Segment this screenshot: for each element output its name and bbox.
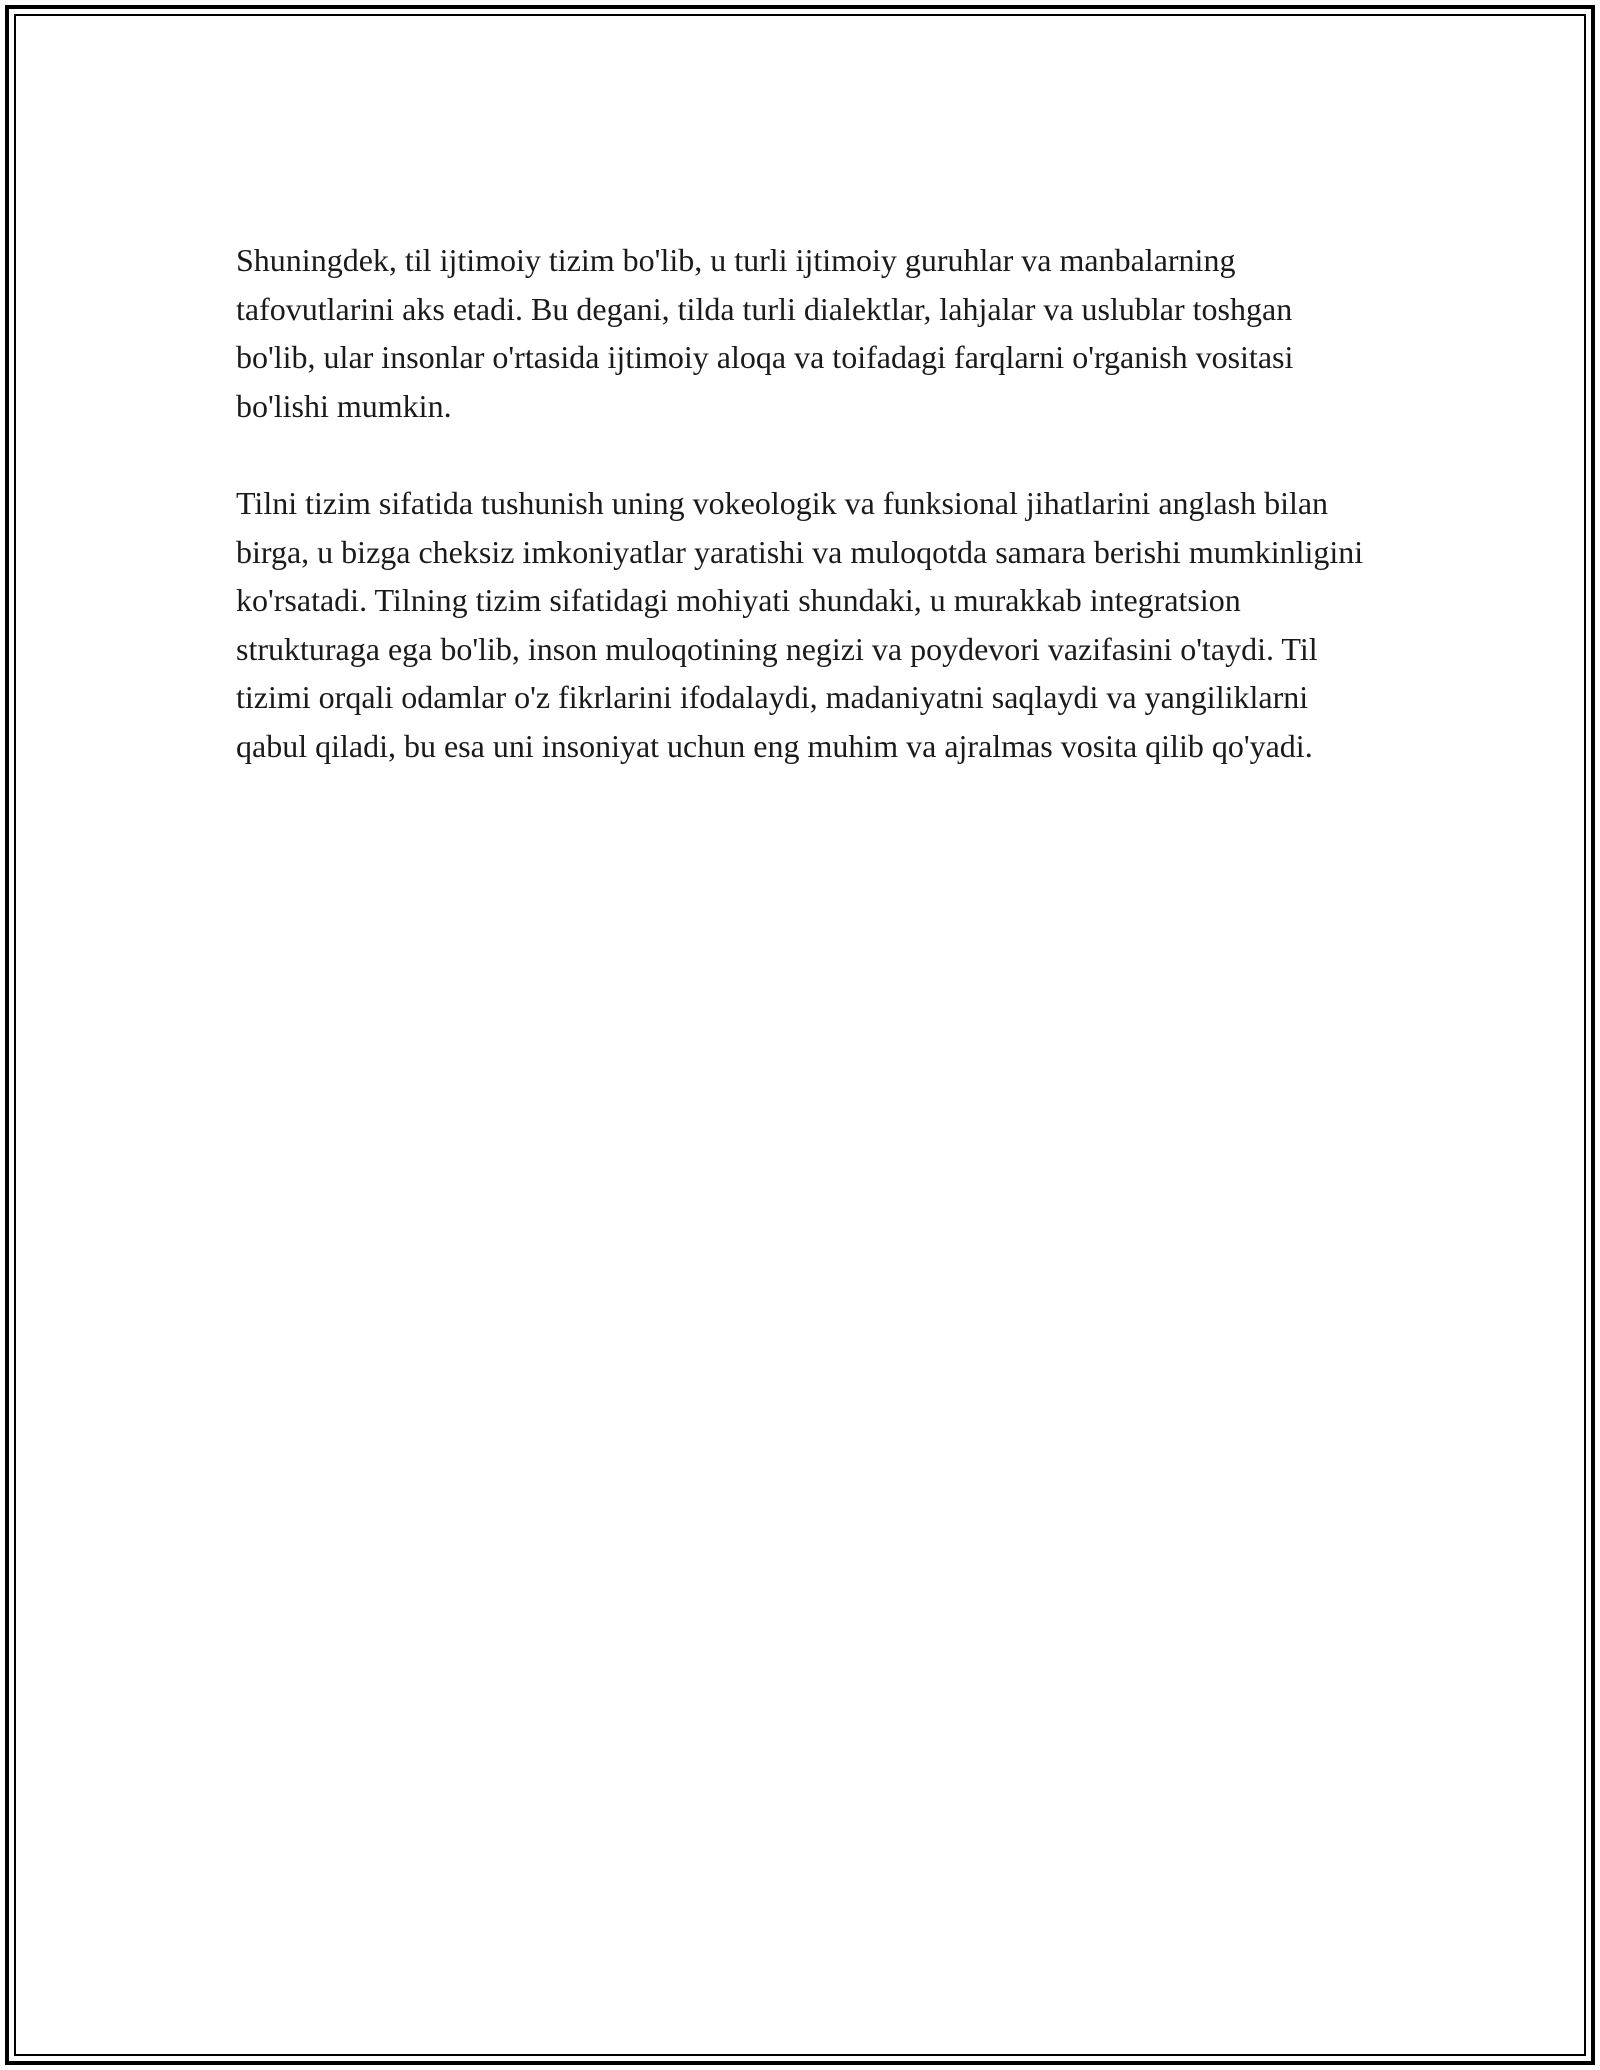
paragraph-1: Shuningdek, til ijtimoiy tizim bo'lib, u turli ijtimoiy guruhlar va manbalarning tafovutlarini aks etadi. Bu degani, tilda turli dialektlar, lahjalar va uslublar toshgan bo'lib, ular insonlar o'rtasida ijtimoiy aloqa va toifadagi farqlarni o'rganish vositasi bo'lishi mumkin. <box>236 242 1294 424</box>
document-body <box>236 236 1371 819</box>
paragraph-2: Tilni tizim sifatida tushunish uning vokeologik va funksional jihatlarini anglash bilan birga, u bizga cheksiz imkoniyatlar yaratishi va muloqotda samara berishi mumkinligini ko'rsatadi. Tilning tizim sifatidagi mohiyati shundaki, u murakkab integratsion strukturaga ega bo'lib, inson muloqotining negizi va poydevori vazifasini o'taydi. Til tizimi orqali odamlar o'z fikrlarini ifodalaydi, madaniyatni saqlaydi va yangiliklarni qabul qiladi, bu esa uni insoniyat uchun eng muhim va ajralmas vosita qilib qo'yadi. <box>236 485 1364 764</box>
